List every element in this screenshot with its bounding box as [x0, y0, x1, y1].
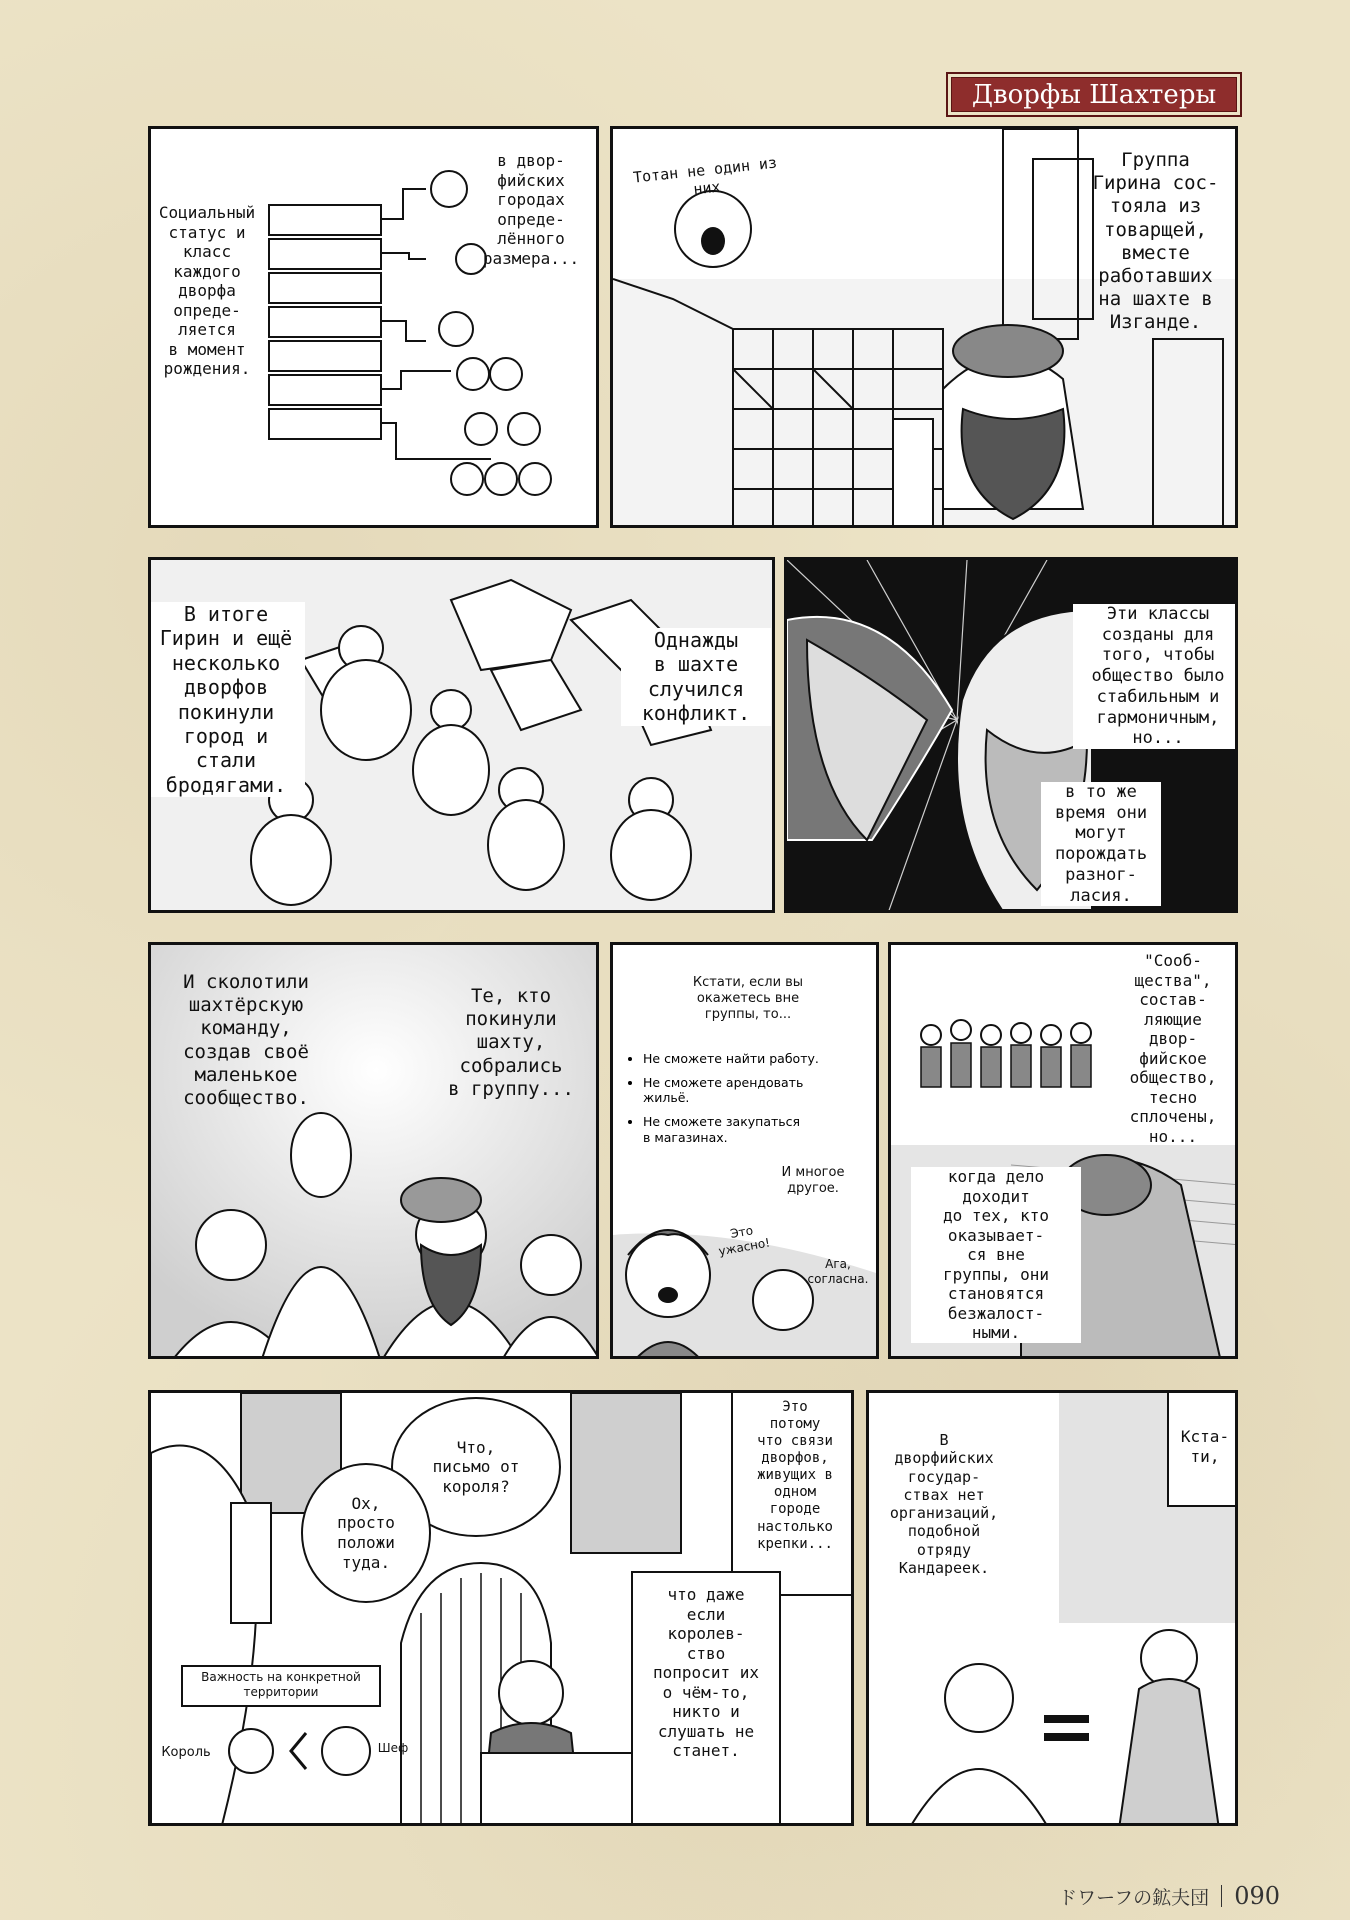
page-number: 090: [1234, 1882, 1280, 1910]
king-label: Король: [161, 1745, 211, 1760]
panel-2-note: Тотан не один из них: [632, 153, 778, 199]
panel-1-caption-left: Социальный статус и класс каждого дворфа опреде- ляется в момент рождения.: [158, 203, 256, 379]
panel-5-caption-right: Те, кто покинули шахту, собрались в группу...: [448, 985, 574, 1100]
list-item: • Не сможете закупаться в магазинах.: [643, 1114, 879, 1145]
panel-3-caption-right: Однажды в шахте случился конфликт.: [621, 628, 771, 726]
panel-8-caption-top: Это потому что связи дворфов, живущих в одном городе настолько крепки...: [757, 1399, 833, 1552]
chapter-title: Дворфы Шахтеры: [971, 79, 1217, 110]
panel-6-reaction-2: Ага, согласна.: [807, 1257, 869, 1286]
importance-label: Важность на конкретной территории: [201, 1670, 361, 1699]
panel-3: [148, 557, 775, 913]
panel-9: [866, 1390, 1238, 1826]
panel-8: [148, 1390, 854, 1826]
speech-bubble-put-it-there-text: Ох, просто положи туда.: [337, 1493, 395, 1572]
panel-1-caption-right: в двор- фийских городах опреде- лённого размера...: [482, 151, 580, 268]
panel-2: [610, 126, 1238, 528]
king-vs-chief-comparison: [151, 1393, 854, 1826]
list-item: • Не сможете найти работу.: [643, 1051, 879, 1067]
characters-reacting: [613, 945, 879, 1359]
panel-4: [784, 557, 1238, 913]
panel-6-intro: Кстати, если вы окажетесь вне группы, то...: [692, 975, 804, 1022]
panel-9-caption-left: В дворфийских государ- ствах нет организаций, подобной отряду Кандареек.: [869, 1431, 1019, 1577]
panel-5-caption-left: И сколотили шахтёрскую команду, создав своё маленькое сообщество.: [183, 971, 309, 1109]
footer-divider: [1221, 1885, 1222, 1907]
panel-8-caption-bottom: что даже если королев- ство попросит их о чём-то, никто и слушать не станет.: [653, 1585, 759, 1761]
panel-9-caption-right: Кста- ти,: [1180, 1427, 1230, 1466]
panel-6: [610, 942, 879, 1359]
chief-label: Шеф: [377, 1741, 409, 1755]
panel-1: [148, 126, 599, 528]
page-footer: [1058, 1882, 1280, 1910]
speech-bubble-letter-text: Что, письмо от короля?: [432, 1437, 520, 1496]
panel-4-caption-top: Эти классы созданы для того, чтобы общество было стабильным и гармоничным, но...: [1073, 604, 1238, 749]
panel-5: [148, 942, 599, 1359]
footer-chapter-title: ドワーフの鉱夫団: [1058, 1886, 1210, 1909]
panel-2-caption: Группа Гирина сос- тояла из товарщей, вместе работавших на шахте в Изганде.: [1092, 149, 1219, 334]
panel-3-caption-left: В итоге Гирин и ещё несколько дворфов покинули город и стали бродягами.: [148, 602, 305, 797]
panel-9-caption-right-box: [1167, 1391, 1238, 1507]
chapter-title-banner: [946, 72, 1242, 117]
panel-7: [888, 942, 1238, 1359]
panel-7-caption-top: "Сооб- щества", состав- ляющие двор- фийское общество, тесно сплочены, но...: [1129, 951, 1217, 1146]
panel-4-caption-bottom: в то же время они могут порождать разног- ласия.: [1041, 782, 1161, 906]
panel-6-more: И многое другое.: [781, 1165, 845, 1196]
list-item: • Не сможете арендовать жильё.: [643, 1075, 879, 1106]
panel-7-caption-bottom: когда дело доходит до тех, кто оказывает- ся вне группы, они становятся безжалост- ными.: [911, 1167, 1081, 1343]
panel-6-reaction-1: Это ужасно!: [717, 1223, 771, 1258]
